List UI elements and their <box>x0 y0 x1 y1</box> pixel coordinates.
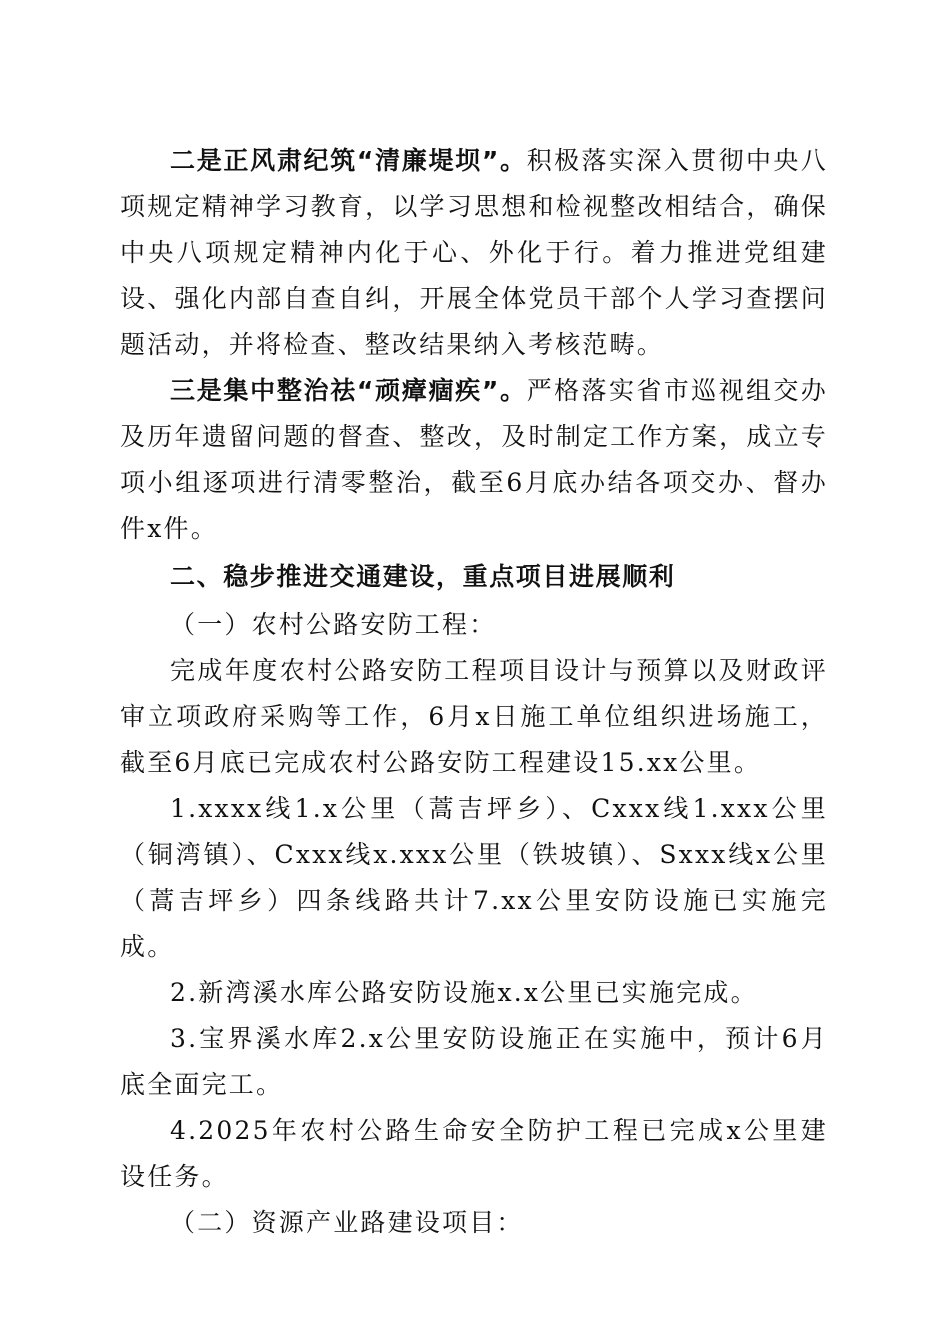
document-page <box>120 138 828 1246</box>
paragraph-body: 积极落实深入贯彻中央八项规定精神学习教育，以学习思想和检视整改相结合，确保中央八项规定精神内化于心、外化于行。着力推进党组建设、强化内部自查自纠，开展全体党员干部个人学习查摆问题活动，并将检查、整改结果纳入考核范畴。 <box>120 146 828 359</box>
subsection-heading-rural-road-safety: （一）农村公路安防工程： <box>170 610 497 639</box>
paragraph-clean-dam <box>120 138 828 368</box>
paragraph-lead: 二是正风肃纪筑“清廉堤坝”。 <box>170 146 527 175</box>
section-heading: 二、稳步推进交通建设，重点项目进展顺利 <box>170 562 676 591</box>
list-item: 2.新湾溪水库公路安防设施x.x公里已实施完成。 <box>170 978 758 1007</box>
paragraph-body: 严格落实省市巡视组交办及历年遗留问题的督查、整改，及时制定工作方案，成立专项小组逐项进行清零整治，截至6月底办结各项交办、督办件x件。 <box>120 376 828 543</box>
list-item: 3.宝界溪水库2.x公里安防设施正在实施中，预计6月底全面完工。 <box>120 1024 828 1099</box>
paragraph-rural-road-safety: 完成年度农村公路安防工程项目设计与预算以及财政评审立项政府采购等工作，6月x日施工单位组织进场施工，截至6月底已完成农村公路安防工程建设15.xx公里。 <box>120 656 828 777</box>
paragraph-lead: 三是集中整治祛“顽瘴痼疾”。 <box>170 376 527 405</box>
subsection-heading-resource-roads: （二）资源产业路建设项目： <box>170 1208 524 1237</box>
list-item: 1.xxxx线1.x公里（蒿吉坪乡）、Cxxx线1.xxx公里（铜湾镇）、Cxxx线x.xxx公里（铁坡镇）、Sxxx线x公里（蒿吉坪乡）四条线路共计7.xx公里安防设施已实施完成。 <box>120 794 828 961</box>
paragraph-rectification <box>120 368 828 552</box>
list-item: 4.2025年农村公路生命安全防护工程已完成x公里建设任务。 <box>120 1116 828 1191</box>
